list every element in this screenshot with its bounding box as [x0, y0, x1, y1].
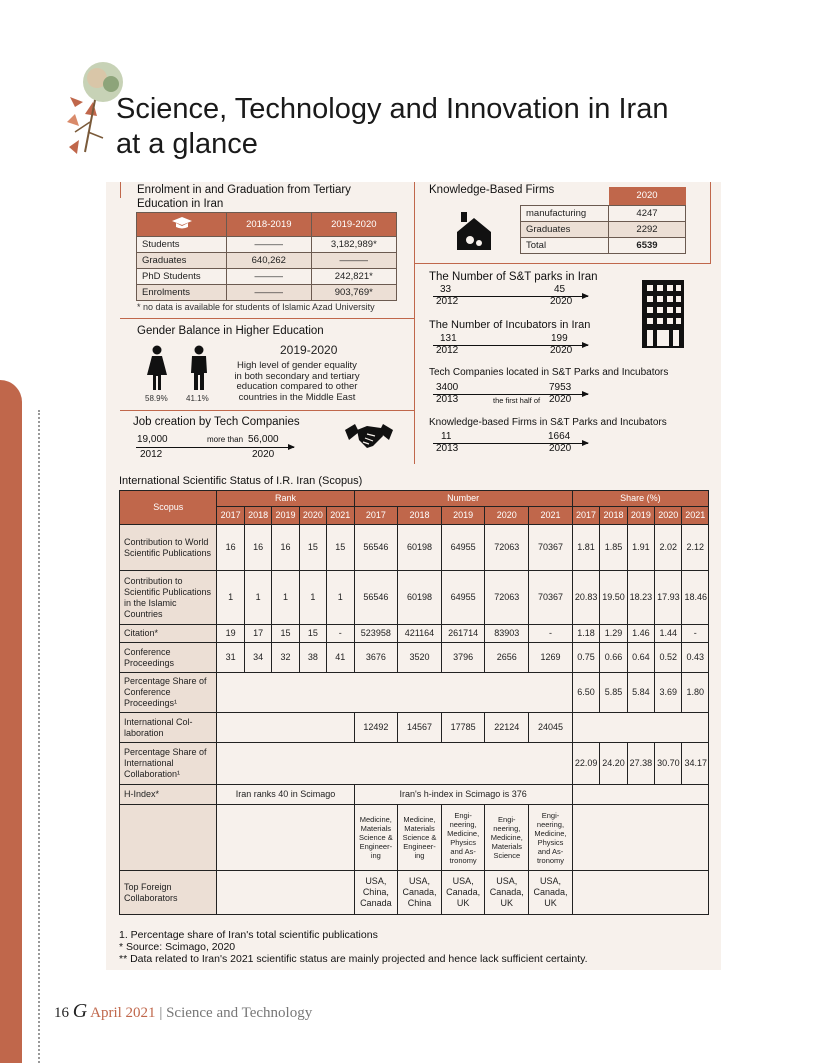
table-row: Top Foreign Collaborators USA, China, Canada USA, Canada, China USA, Canada, UK USA, Canada, UK USA, Canada, UK	[120, 871, 709, 915]
table-row: Graduates 2292	[521, 221, 686, 237]
enrolment-table	[136, 212, 397, 301]
table-row: Medicine, Materials Science & Engineer-ing Medicine, Materials Science & Engineer-ing Engi-neering, Medicine, Physics and As-tronomy Engi-neering, Medicine, Materials Science Engi-neering, Medicine, Physics and As-tronomy	[120, 805, 709, 871]
incubators-end-value: 199	[551, 333, 568, 344]
gender-year: 2019-2020	[280, 343, 338, 357]
parks-end-value: 45	[554, 284, 566, 295]
tech-start-year: 2013	[436, 394, 459, 405]
male-percentage: 41.1%	[186, 394, 209, 403]
number-header: Number	[354, 491, 572, 507]
section-divider	[120, 318, 414, 319]
kbparks-title: Knowledge-based Firms in S&T Parks and Incubators	[429, 417, 667, 428]
kbparks-end-value: 1664	[548, 431, 571, 442]
male-icon	[187, 345, 211, 391]
dotted-margin-line	[38, 410, 40, 1063]
table-row: manufacturing 4247	[521, 205, 686, 221]
share-header: Share (%)	[572, 491, 708, 507]
section-divider	[710, 182, 711, 264]
parks-start-year: 2012	[436, 296, 459, 307]
table-row: Citation* 19 17 15 15 - 523958 421164 261714 83903 - 1.18 1.29 1.46 1.44 -	[120, 625, 709, 643]
table-row: Conference Proceedings 31 34 32 38 41 3676 3520 3796 2656 1269 0.75 0.66 0.64 0.52 0.43	[120, 643, 709, 673]
table-row: Percentage Share of Conference Proceedings¹ 6.50 5.85 5.84 3.69 1.80	[120, 673, 709, 713]
kbf-title: Knowledge-Based Firms	[429, 184, 555, 196]
scopus-table: Scopus Rank Number Share (%) 2017 2018 2019 2020 2021 2017 2018 2019 2020 2021 2017 2018 2019 2020 2021 Contribution to World Scientific Publications 16 16 16 15 15 56546 60198 64955 72063 70367 1.81 1.85 1.91 2.02 2.12 Contribution to Scientific Publications in the Islamic Countries 1 1 1 1 1 56546 60198 64955 72063 70367 20.83 19.50 18.23 17.93 18.46 Citation* 19 17 15 15 - 523958 421164 261714 83903 - 1.18 1.29 1.46 1.44 - Conference Proceedings 31 34 32 38 41 3676 3520 3796 2656 1269 0.75 0.66 0.64 0.52 0.43 Percentage Share of Conference Proceedings¹ 6.50 5.85 5.84 3.69 1.80 International Col-laboration 12492 14567 17785 22124 24045 Percentage Share of International Collaboration¹ 22.09 24.20 27.38 30.70 34.17 H-Index* Iran ranks 40 in Scimago Iran's h-index in Scimago is 376 Medicine, Materials Science & Engineer-ing Medicine, Materials Science & Engineer-ing Engi-neering, Medicine, Physics and As-tronomy Engi-neering, Medicine, Materials Science Engi-neering, Medicine, Physics and As-tronomy Top Foreign Collaborators USA, China, Canada USA, Canada, China USA, Canada, UK USA, Canada, UK USA, Canada, UK	[119, 490, 709, 915]
table-row: Contribution to Scientific Publications in the Islamic Countries 1 1 1 1 1 56546 60198 64955 72063 70367 20.83 19.50 18.23 17.93 18.46	[120, 571, 709, 625]
issue-date: April 2021	[90, 1005, 156, 1021]
table-row: Total 6539	[521, 237, 686, 253]
building-icon	[640, 280, 686, 348]
column-divider	[414, 182, 415, 464]
table-row: Students ——— 3,182,989*	[137, 237, 397, 253]
page-footer	[54, 1000, 312, 1023]
female-icon	[145, 345, 169, 391]
tech-title: Tech Companies located in S&T Parks and Incubators	[429, 367, 669, 378]
magazine-logo: G	[72, 1000, 88, 1022]
table-row: Graduates 640,262 ———	[137, 253, 397, 269]
page-title: Science, Technology and Innovation in Iran at a glance	[116, 93, 669, 160]
col-header: 2018-2019	[227, 213, 312, 237]
table-row: Percentage Share of International Collaboration¹ 22.09 24.20 27.38 30.70 34.17	[120, 743, 709, 785]
enrolment-title: Enrolment in and Graduation from Tertiary Education in Iran	[137, 184, 351, 210]
parks-start-value: 33	[440, 284, 452, 295]
footer-separator: |	[159, 1005, 163, 1021]
side-decoration-bar	[0, 380, 22, 1063]
enrolment-note: * no data is available for students of Islamic Azad University	[137, 302, 375, 312]
factory-icon	[455, 210, 493, 252]
section-divider	[414, 263, 710, 264]
parks-title: The Number of S&T parks in Iran	[429, 271, 598, 283]
incubators-end-year: 2020	[550, 345, 573, 356]
parks-end-year: 2020	[550, 296, 573, 307]
section-divider	[120, 410, 414, 411]
table-row: International Col-laboration 12492 14567 17785 22124 24045	[120, 713, 709, 743]
kbparks-start-value: 11	[441, 431, 452, 442]
jobs-start-year: 2012	[140, 449, 163, 460]
page-number: 16	[54, 1005, 69, 1021]
jobs-end-year: 2020	[252, 449, 275, 460]
kbf-year: 2020	[609, 187, 686, 205]
gender-title: Gender Balance in Higher Education	[137, 325, 324, 337]
table-row: Contribution to World Scientific Publications 16 16 16 15 15 56546 60198 64955 72063 70367 1.81 1.85 1.91 2.02 2.12	[120, 525, 709, 571]
jobs-title: Job creation by Tech Companies	[133, 416, 300, 428]
tech-start-value: 3400	[436, 382, 459, 393]
jobs-end-value: 56,000	[248, 434, 279, 445]
handshake-icon	[345, 422, 393, 452]
gender-description: High level of gender equality in both secondary and tertiary education compared to other countries in the Middle East	[234, 360, 360, 403]
kbparks-start-year: 2013	[436, 443, 459, 454]
female-percentage: 58.9%	[145, 394, 168, 403]
incubators-start-value: 131	[440, 333, 457, 344]
scopus-title: International Scientific Status of I.R. Iran (Scopus)	[119, 475, 363, 487]
rank-header: Rank	[217, 491, 354, 507]
scopus-header: Scopus	[120, 491, 217, 525]
section-divider	[120, 182, 121, 198]
section-name: Science and Technology	[166, 1005, 313, 1021]
table-row: H-Index* Iran ranks 40 in Scimago Iran's h-index in Scimago is 376	[120, 785, 709, 805]
table-row: Enrolments ——— 903,769*	[137, 285, 397, 301]
table-row: PhD Students ——— 242,821*	[137, 269, 397, 285]
kbparks-end-year: 2020	[549, 443, 572, 454]
graduation-cap-icon	[137, 213, 227, 237]
incubators-title: The Number of Incubators in Iran	[429, 319, 591, 331]
col-header: 2019-2020	[311, 213, 396, 237]
footnotes: 1. Percentage share of Iran's total scientific publications * Source: Scimago, 2020 ** Data related to Iran's 2021 scientific status are mainly projected and hence lack sufficient certainty.	[119, 929, 588, 965]
kbf-table	[520, 187, 686, 254]
jobs-start-value: 19,000	[137, 434, 168, 445]
incubators-start-year: 2012	[436, 345, 459, 356]
jobs-prefix: more than	[207, 435, 244, 444]
tech-end-year: 2020	[549, 394, 572, 405]
tech-end-prefix: the first half of	[493, 396, 541, 405]
tech-end-value: 7953	[549, 382, 572, 393]
jobs-arrow	[136, 447, 294, 448]
